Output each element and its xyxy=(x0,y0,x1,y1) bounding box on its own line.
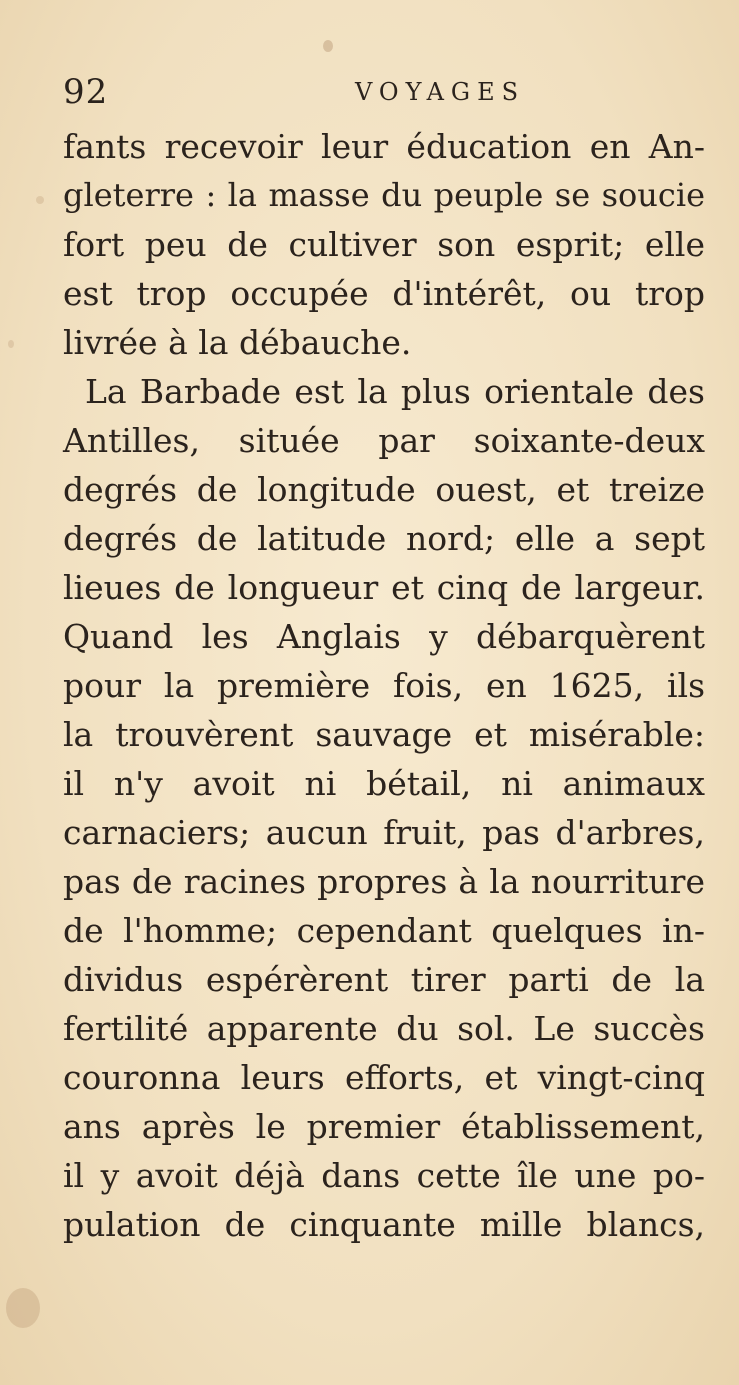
text-line: Quand les Anglais y débarquèrent xyxy=(63,617,705,656)
text-line: couronna leurs efforts, et vingt-cinq xyxy=(63,1058,705,1097)
text-line: pulation de cinquante mille blancs, xyxy=(63,1205,705,1244)
text-line: gleterre : la masse du peuple se soucie xyxy=(63,176,705,214)
text-line: degrés de latitude nord; elle a sept xyxy=(63,519,705,558)
text-line: lieues de longueur et cinq de largeur. xyxy=(63,568,705,607)
foxing-spot xyxy=(36,196,44,204)
foxing-spot xyxy=(8,340,14,348)
body-text xyxy=(63,122,705,1249)
text-line: il y avoit déjà dans cette île une po- xyxy=(63,1156,705,1195)
text-line: fort peu de cultiver son esprit; elle xyxy=(63,225,705,264)
text-line: La Barbade est la plus orientale des xyxy=(85,372,705,411)
page-number: 92 xyxy=(63,72,109,112)
text-line: ans après le premier établissement, xyxy=(63,1107,705,1146)
text-line: la trouvèrent sauvage et misérable: xyxy=(63,715,705,754)
text-line: livrée à la débauche. xyxy=(63,323,412,362)
text-line: degrés de longitude ouest, et treize xyxy=(63,470,705,509)
foxing-spot xyxy=(6,1288,40,1328)
text-line: il n'y avoit ni bétail, ni animaux xyxy=(63,764,705,803)
text-line: fertilité apparente du sol. Le succès xyxy=(63,1009,705,1048)
running-title: VOYAGES xyxy=(355,78,526,106)
foxing-spot xyxy=(323,40,333,52)
text-line: pas de racines propres à la nourriture xyxy=(63,862,705,901)
text-line: fants recevoir leur éducation en An- xyxy=(63,127,705,166)
page-header xyxy=(63,72,703,116)
text-line: carnaciers; aucun fruit, pas d'arbres, xyxy=(63,813,705,852)
text-line: pour la première fois, en 1625, ils xyxy=(63,666,705,705)
text-line: de l'homme; cependant quelques in- xyxy=(63,911,705,950)
text-line: est trop occupée d'intérêt, ou trop xyxy=(63,274,705,313)
text-line: dividus espérèrent tirer parti de la xyxy=(63,960,705,999)
text-line: Antilles, située par soixante-deux xyxy=(63,421,705,460)
